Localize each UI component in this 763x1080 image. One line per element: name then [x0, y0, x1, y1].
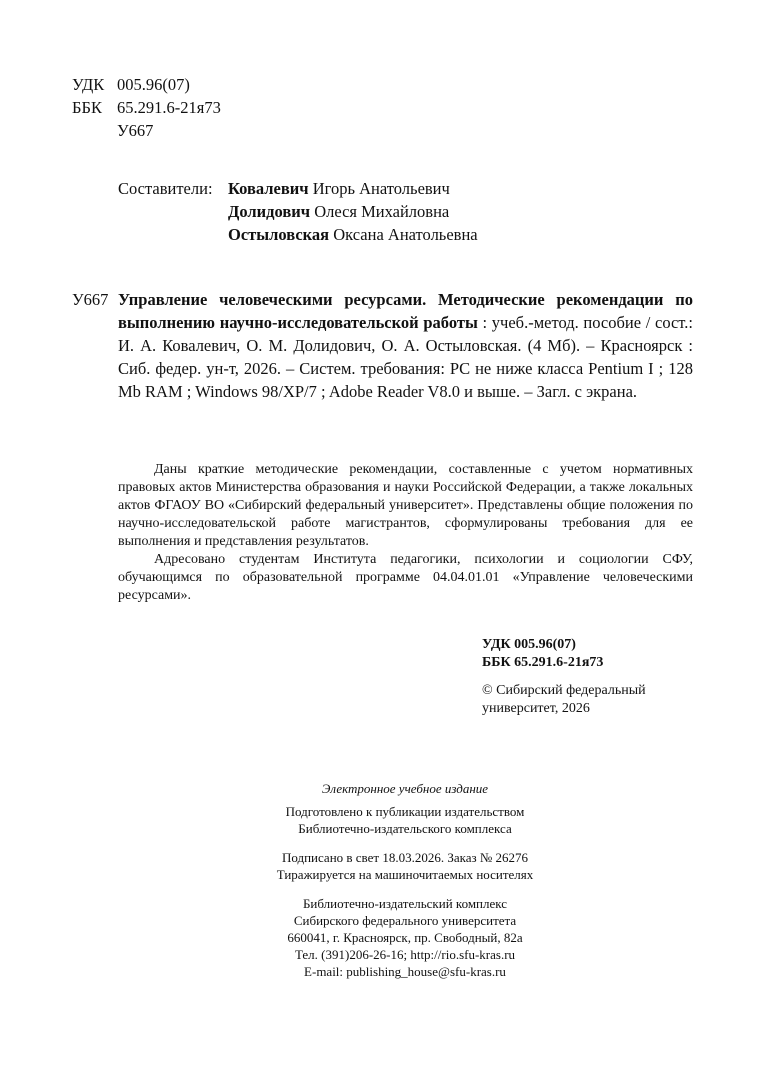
- bbk-label: ББК: [72, 98, 102, 117]
- bbk-value: 65.291.6-21я73: [117, 98, 221, 117]
- compiler-name: Игорь Анатольевич: [312, 179, 450, 198]
- entry-details: : учеб.-метод. пособие / сост.: И. А. Ковалевич, О. М. Долидович, О. А. Остыловская. (4 Мб). – Красноярск : Сиб. федер. ун-т, 2026. – Систем. требования: PC не ниже класса Pentium I ; 128 Mb RAM ; Windows 98/XP/7 ; Adobe Reader V8.0 и выше. – Загл. с экрана.: [118, 313, 693, 401]
- phone-website-line: Тел. (391)206-26-16; http://rio.sfu-kras.ru: [294, 947, 516, 962]
- compiler-line: [118, 177, 478, 200]
- entry-mark: У667: [72, 290, 109, 309]
- compiler-line: [118, 200, 478, 223]
- author-mark: У667: [117, 121, 154, 140]
- compilers-block: [118, 177, 478, 246]
- copyright-line: университет, 2026: [482, 701, 590, 716]
- copyright-line: © Сибирский федеральный: [482, 683, 646, 698]
- compiler-name: Оксана Анатольевна: [333, 225, 478, 244]
- edition-type: Электронное учебное издание: [321, 781, 489, 796]
- udk-label: УДК: [72, 75, 105, 94]
- bbk-repeat: ББК 65.291.6-21я73: [482, 655, 604, 670]
- entry-title: Управление человеческими ресурсами. Методические рекомендации по выполнению научно-исследовательской работы: [118, 290, 693, 332]
- compilers-label: Составители:: [118, 179, 213, 198]
- classification-header: [72, 73, 221, 142]
- bbk-row: [72, 96, 221, 119]
- classification-copyright-block: [482, 636, 646, 718]
- author-mark-row: [72, 119, 221, 142]
- compiler-surname: Остыловская: [228, 225, 330, 244]
- abstract-paragraph: Адресовано студентам Института педагогики, психологии и социологии СФУ, обучающимся по образовательной программе 04.04.01.01 «Управление человеческими ресурсами».: [118, 552, 693, 603]
- udk-row: [72, 73, 221, 96]
- prepared-line: Подготовлено к публикации издательством: [285, 804, 525, 819]
- udk-repeat: УДК 005.96(07): [482, 637, 576, 652]
- abstract-paragraph: Даны краткие методические рекомендации, составленные с учетом нормативных правовых актов Министерства образования и науки Российской Федерации, а также локальных актов ФГАОУ ВО «Сибирский федеральный университет». Представлены общие положения по научно-исследовательской работе магистрантов, сформулированы требования для ее выполнения и представления результатов.: [118, 462, 693, 549]
- signed-line: Подписано в свет 18.03.2026. Заказ № 26276: [281, 850, 529, 865]
- bibliographic-entry: [118, 288, 693, 403]
- publisher-line: Сибирского федерального университета: [293, 913, 517, 928]
- prepared-line: Библиотечно-издательского комплекса: [298, 821, 512, 836]
- abstract: [118, 461, 693, 605]
- udk-value: 005.96(07): [117, 75, 190, 94]
- compiler-surname: Ковалевич: [228, 179, 309, 198]
- publisher-line: Библиотечно-издательский комплекс: [302, 896, 508, 911]
- address-line: 660041, г. Красноярск, пр. Свободный, 82а: [287, 930, 523, 945]
- email-line: E-mail: publishing_house@sfu-kras.ru: [304, 964, 506, 979]
- imprint: [200, 780, 610, 980]
- compiler-line: [118, 223, 478, 246]
- compiler-surname: Долидович: [228, 202, 311, 221]
- replication-line: Тиражируется на машиночитаемых носителях: [276, 867, 534, 882]
- compiler-name: Олеся Михайловна: [314, 202, 450, 221]
